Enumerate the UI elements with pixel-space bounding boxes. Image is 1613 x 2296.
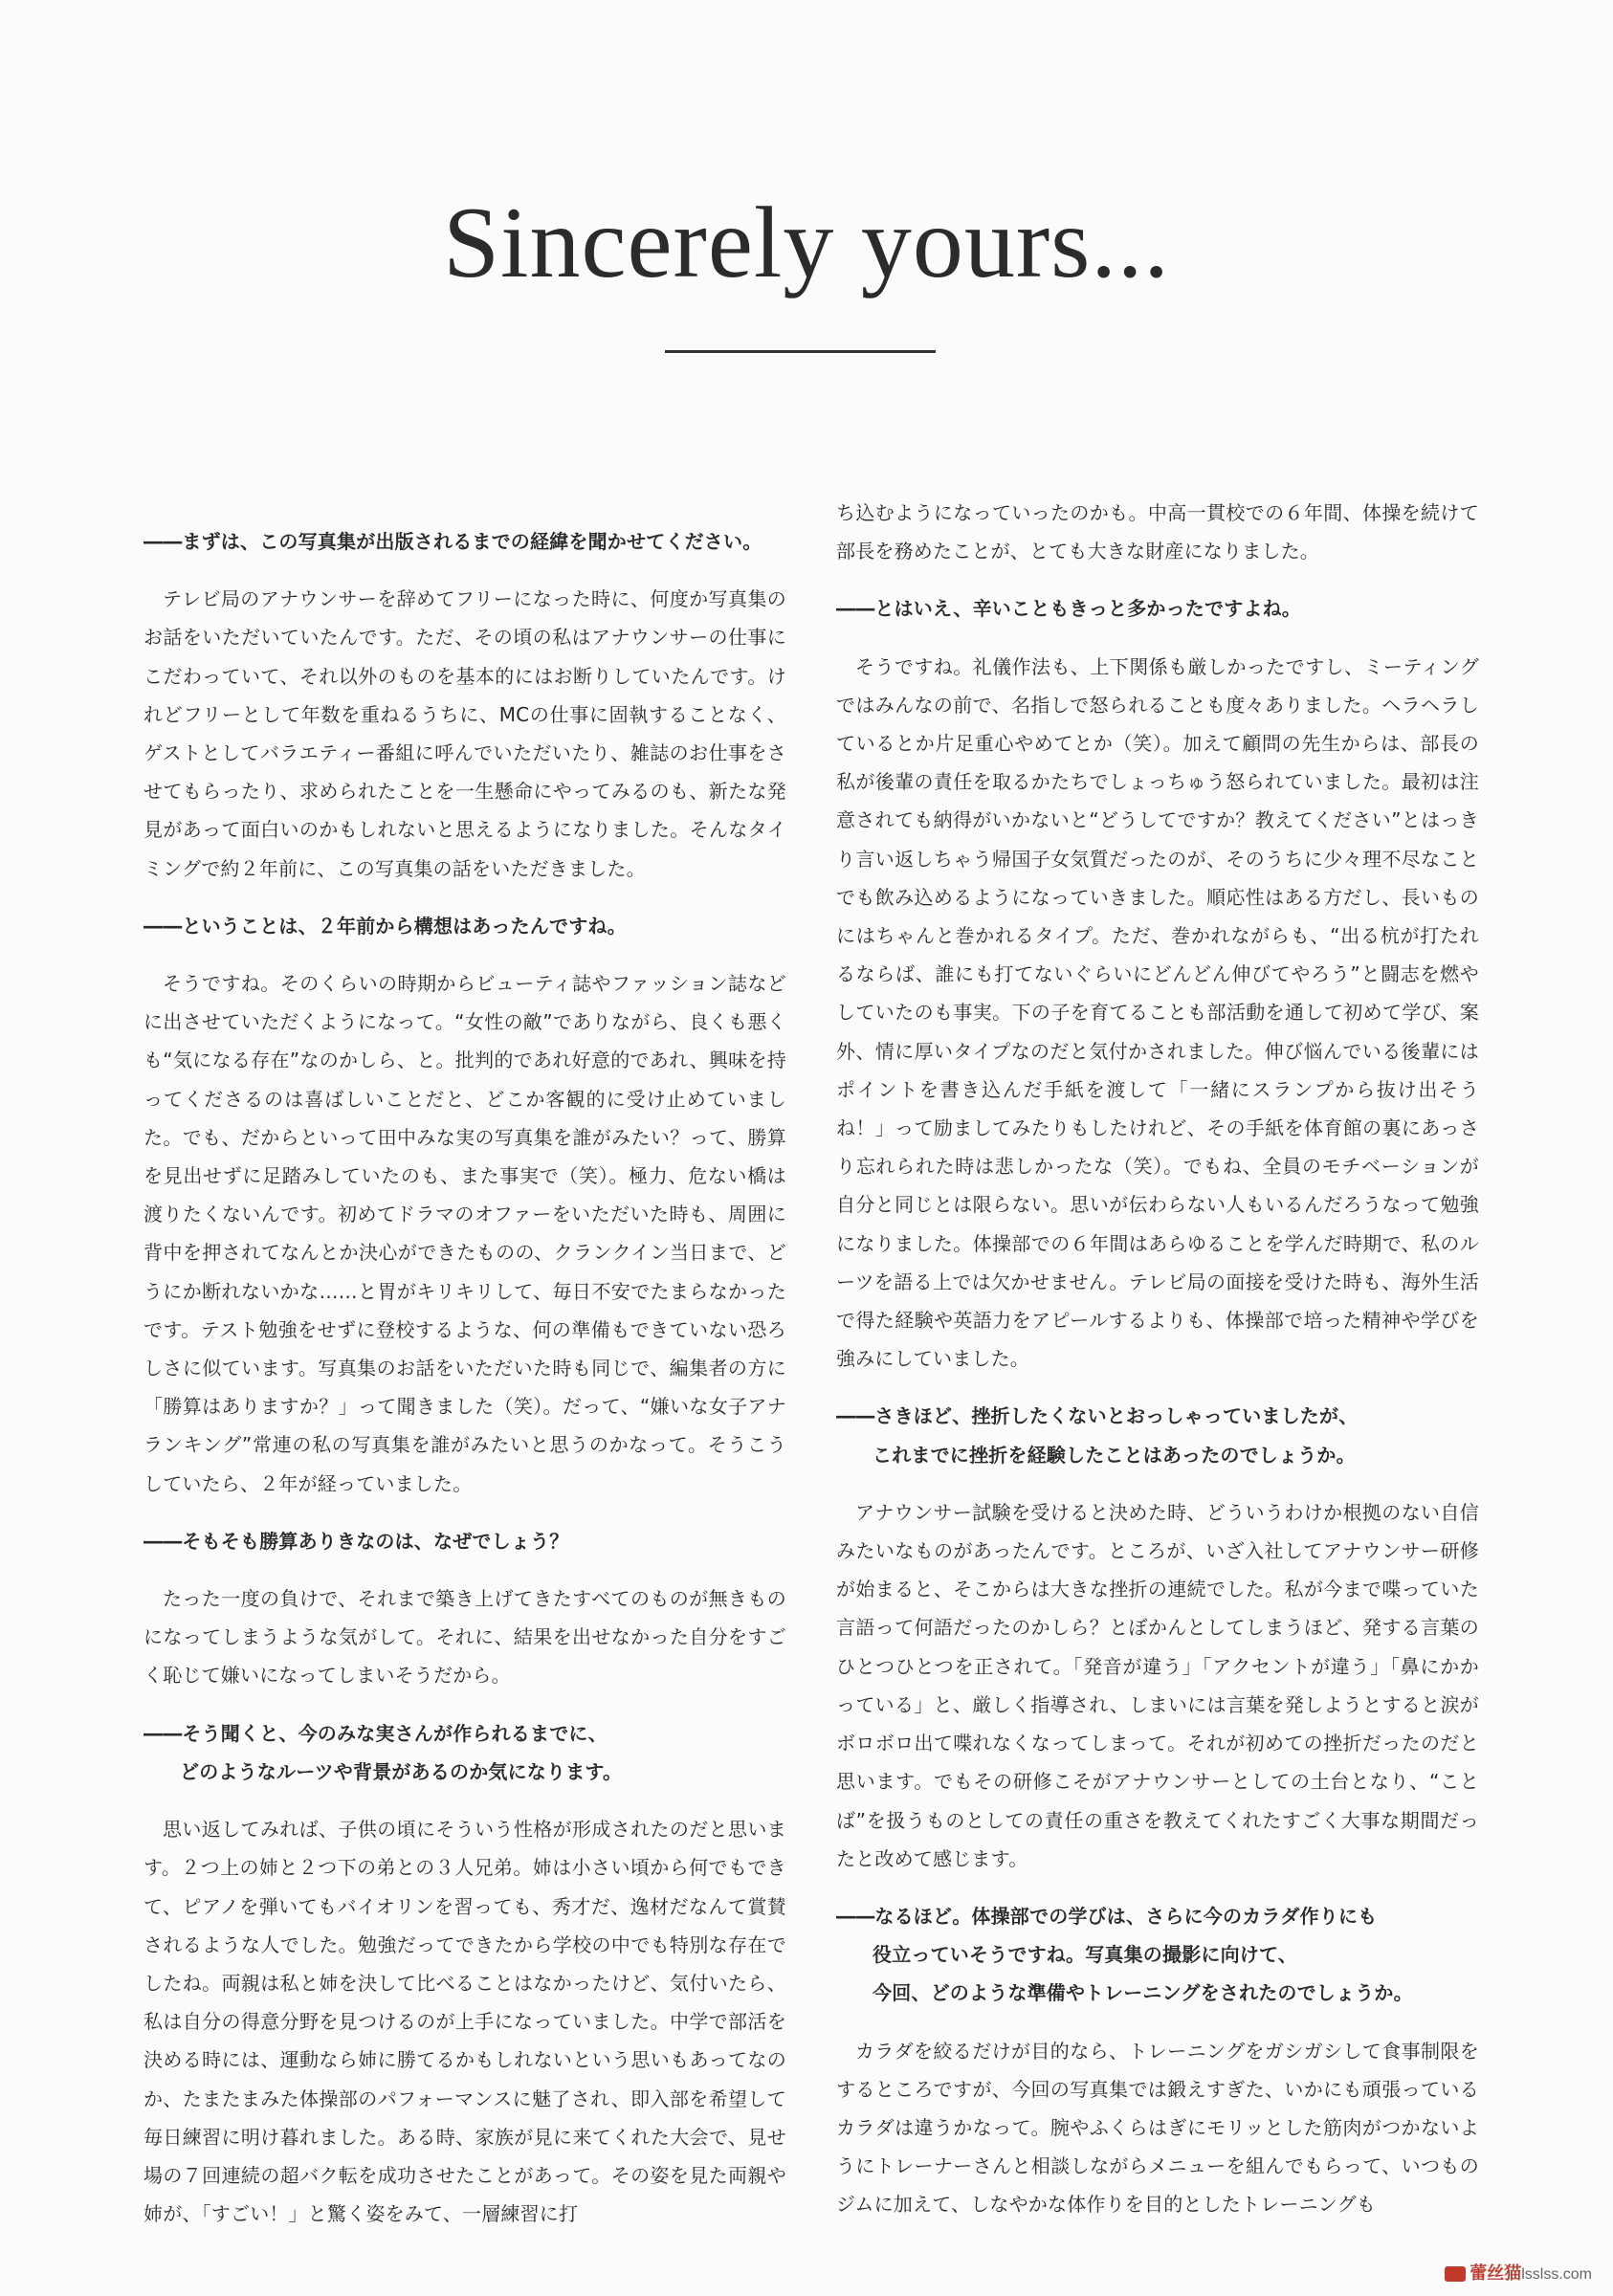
right-column [836,494,1479,2243]
watermark-logo-icon [1445,2266,1466,2282]
watermark-domain: lsslss.com [1521,2266,1592,2283]
title-divider [665,350,936,353]
interview-answer: ち込むようになっていったのかも。中高一貫校での６年間、体操を続けて部長を務めたことが、とても大きな財産になりました。 [836,501,1479,563]
interview-question [836,1897,1479,2013]
question-line: ――そもそも勝算ありきなのは、なぜでしょう？ [144,1529,569,1553]
interview-question [144,1522,786,1560]
interview-question [836,1397,1479,1473]
interview-question [836,589,1479,628]
interview-answer: そうですね。そのくらいの時期からビューティ誌やファッション誌などに出させていただくようになって。“女性の敵”でありながら、良くも悪くも“気になる存在”なのかしら、と。批判的であれ好意的であれ、興味を持ってくださるのは喜ばしいことだと、どこか客観的に受け止めていました。でも、だからといって田中みな実の写真集を誰がみたい？って、勝算を見出せずに足踏みしていたのも、また事実で（笑）。極力、危ない橋は渡りたくないんです。初めてドラマのオファーをいただいた時も、周囲に背中を押されてなんとか決心ができたものの、クランクイン当日まで、どうにか断れないかな……と胃がキリキリして、毎日不安でたまらなかったです。テスト勉強をせずに登校するような、何の準備もできていない恐ろしさに似ています。写真集のお話をいただいた時も同じで、編集者の方に「勝算はありますか？」って聞きました（笑）。だって、“嫌いな女子アナランキング”常連の私の写真集を誰がみたいと思うのかなって。そうこうしていたら、２年が経っていました。 [144,972,786,1495]
interview-answer: カラダを絞るだけが目的なら、トレーニングをガシガシして食事制限をするところですが、今回の写真集では鍛えすぎた、いかにも頑張っているカラダは違うかなって。腕やふくらはぎにモリッとした筋肉がつかないようにトレーナーさんと相談しながらメニューを組んでもらって、いつものジムに加えて、しなやかな体作りを目的としたトレーニングも [836,2039,1479,2217]
question-line: どのようなルーツや背景があるのか気になります。 [180,1759,623,1783]
question-line: ――さきほど、挫折したくないとおっしゃっていましたが、 [836,1404,1359,1428]
interview-answer: そうですね。礼儀作法も、上下関係も厳しかったですし、ミーティングではみんなの前で、名指しで怒られることも度々ありました。ヘラヘラしているとか片足重心やめてとか（笑）。加えて顧問の先生からは、部長の私が後輩の責任を取るかたちでしょっちゅう怒られていました。最初は注意されても納得がいかないと“どうしてですか？教えてください”とはっきり言い返しちゃう帰国子女気質だったのが、そのうちに少々理不尽なことでも飲み込めるようになっていきました。順応性はある方だし、長いものにはちゃんと巻かれるタイプ。ただ、巻かれながらも、“出る杭が打たれるならば、誰にも打てないぐらいにどんどん伸びてやろう”と闘志を燃やしていたのも事実。下の子を育てることも部活動を通して初めて学び、案外、情に厚いタイプなのだと気付かされました。伸び悩んでいる後輩にはポイントを書き込んだ手紙を渡して「一緒にスランプから抜け出そうね！」って励ましてみたりもしたけれど、その手紙を体育館の裏にあっさり忘れられた時は悲しかったな（笑）。でもね、全員のモチベーションが自分と同じとは限らない。思いが伝わらない人もいるんだろうなって勉強になりました。体操部での６年間はあらゆることを学んだ時期で、私のルーツを語る上では欠かせません。テレビ局の面接を受けた時も、海外生活で得た経験や英語力をアピールするよりも、体操部で培った精神や学びを強みにしていました。 [836,654,1479,1371]
interview-question [144,522,786,561]
left-column [144,522,786,2252]
question-line: ――そう聞くと、今のみな実さんが作られるまでに、 [144,1721,608,1745]
question-line: ――まずは、この写真集が出版されるまでの経緯を聞かせてください。 [144,530,762,553]
interview-question [144,907,786,945]
question-line: これまでに挫折を経験したことはあったのでしょうか。 [873,1443,1356,1467]
watermark-brand: 蕾丝猫 [1469,2263,1522,2283]
interview-answer: 思い返してみれば、子供の頃にそういう性格が形成されたのだと思います。２つ上の姉と２つ下の弟との３人兄弟。姉は小さい頃から何でもできて、ピアノを弾いてもバイオリンを習っても、秀才だ、逸材だなんて賞賛されるような人でした。勉強だってできたから学校の中でも特別な存在でしたね。両親は私と姉を決して比べることはなかったけど、気付いたら、私は自分の得意分野を見つけるのが上手になっていました。中学で部活を決める時には、運動なら姉に勝てるかもしれないという思いもあってなのか、たまたまみた体操部のパフォーマンスに魅了され、即入部を希望して毎日練習に明け暮れました。ある時、家族が見に来てくれた大会で、見せ場の７回連続の超バク転を成功させたことがあって。その姿を見た両親や姉が、「すごい！」と驚く姿をみて、一層練習に打 [144,1818,786,2226]
question-line: ――とはいえ、辛いこともきっと多かったですよね。 [836,597,1301,621]
question-line: ――ということは、２年前から構想はあったんですね。 [144,914,627,938]
question-line: ――なるほど。体操部での学びは、さらに今のカラダ作りにも [836,1904,1378,1928]
interview-answer: テレビ局のアナウンサーを辞めてフリーになった時に、何度か写真集のお話をいただいていたんです。ただ、その頃の私はアナウンサーの仕事にこだわっていて、それ以外のものを基本的にはお断りしていたんです。けれどフリーとして年数を重ねるうちに、MCの仕事に固執することなく、ゲストとしてバラエティー番組に呼んでいただいたり、雑誌のお仕事をさせてもらったり、求められたことを一生懸命にやってみるのも、新たな発見があって面白いのかもしれないと思えるようになりました。そんなタイミングで約２年前に、この写真集の話をいただきました。 [144,587,786,880]
page-title: Sincerely yours... [443,187,1170,298]
question-line: 今回、どのような準備やトレーニングをされたのでしょうか。 [873,1981,1413,2005]
interview-question [144,1714,786,1791]
interview-answer: たった一度の負けで、それまで築き上げてきたすべてのものが無きものになってしまうような気がして。それに、結果を出せなかった自分をすごく恥じて嫌いになってしまいそうだから。 [144,1587,786,1688]
watermark [1445,2260,1592,2285]
question-line: 役立っていそうですね。写真集の撮影に向けて、 [873,1943,1297,1967]
interview-answer: アナウンサー試験を受けると決めた時、どういうわけか根拠のない自信みたいなものがあったんです。ところが、いざ入社してアナウンサー研修が始まると、そこからは大きな挫折の連続でした。私が今まで喋っていた言語って何語だったのかしら？とぼかんとしてしまうほど、発する言葉のひとつひとつを正されて。「発音が違う」「アクセントが違う」「鼻にかかっている」と、厳しく指導され、しまいには言葉を発しようとすると涙がボロボロ出て喋れなくなってしまって。それが初めての挫折だったのだと思います。でもその研修こそがアナウンサーとしての土台となり、“ことば”を扱うものとしての責任の重さを教えてくれたすごく大事な期間だったと改めて感じます。 [836,1500,1479,1870]
